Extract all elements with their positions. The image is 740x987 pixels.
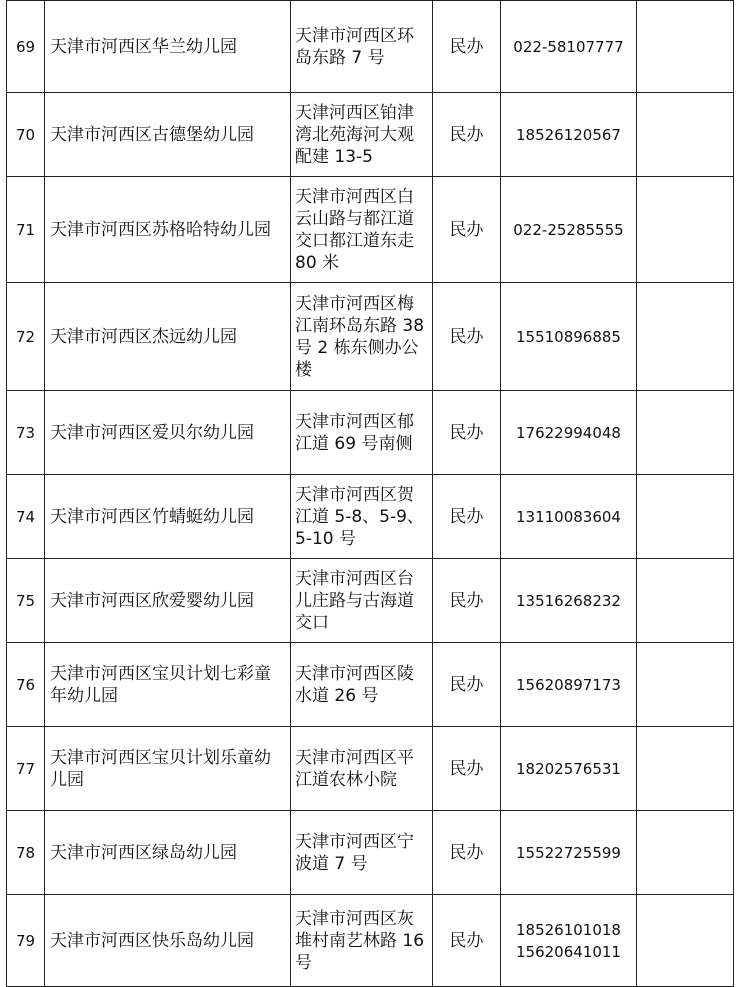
- phone-number: 13516268232: [516, 591, 621, 610]
- phone-cell: [501, 93, 637, 177]
- school-type-cell: [433, 727, 501, 811]
- remarks-cell: [637, 895, 734, 987]
- address-cell: [291, 93, 433, 177]
- school-type-cell-text: 民办: [449, 326, 484, 347]
- kindergarten-table: [6, 0, 734, 987]
- kindergarten-name-cell: [45, 283, 291, 391]
- school-type-cell-text: 民办: [449, 506, 484, 527]
- school-type-cell: [433, 559, 501, 643]
- phone-number: 15522725599: [516, 843, 621, 862]
- school-type-cell-text: 民办: [449, 590, 484, 611]
- address-cell: [291, 727, 433, 811]
- kindergarten-name-cell: [45, 643, 291, 727]
- row-number-cell: [7, 559, 45, 643]
- school-type-cell-text: 民办: [449, 842, 484, 863]
- remarks-cell: [637, 811, 734, 895]
- row-number-cell-text: 76: [15, 675, 36, 694]
- row-number-cell: [7, 93, 45, 177]
- address-cell-text: 天津市河西区陵水道 26 号: [295, 663, 414, 706]
- phone-cell: [501, 177, 637, 283]
- remarks-cell: [637, 643, 734, 727]
- phone-number: 15620897173: [516, 675, 621, 694]
- phone-cell: [501, 475, 637, 559]
- row-number-cell-text: 74: [15, 507, 36, 526]
- address-cell: [291, 391, 433, 475]
- kindergarten-name-cell: [45, 895, 291, 987]
- address-cell: [291, 475, 433, 559]
- remarks-cell: [637, 391, 734, 475]
- address-cell-text: 天津市河西区环岛东路 7 号: [295, 25, 414, 68]
- school-type-cell-text: 民办: [449, 422, 484, 443]
- school-type-cell-text: 民办: [449, 36, 484, 57]
- kindergarten-name-cell-text: 天津市河西区苏格哈特幼儿园: [50, 219, 271, 240]
- row-number-cell: [7, 643, 45, 727]
- phone-number: 17622994048: [516, 423, 621, 442]
- phone-number: 18526101018: [516, 920, 621, 939]
- remarks-cell: [637, 1, 734, 93]
- address-cell: [291, 1, 433, 93]
- kindergarten-name-cell-text: 天津市河西区杰远幼儿园: [50, 326, 237, 347]
- table-row: [7, 283, 734, 391]
- school-type-cell: [433, 1, 501, 93]
- row-number-cell-text: 79: [15, 931, 36, 950]
- address-cell: [291, 283, 433, 391]
- table-row: [7, 1, 734, 93]
- kindergarten-name-cell-text: 天津市河西区竹蜻蜓幼儿园: [50, 506, 254, 527]
- row-number-cell-text: 72: [15, 327, 36, 346]
- kindergarten-name-cell: [45, 727, 291, 811]
- table-row: [7, 475, 734, 559]
- row-number-cell: [7, 811, 45, 895]
- address-cell-text: 天津市河西区贺江道 5-8、5-9、5-10 号: [295, 484, 424, 549]
- school-type-cell: [433, 895, 501, 987]
- phone-number: 022-58107777: [513, 37, 624, 56]
- row-number-cell: [7, 895, 45, 987]
- phone-cell: [501, 811, 637, 895]
- table-row: [7, 93, 734, 177]
- row-number-cell-text: 78: [15, 843, 36, 862]
- row-number-cell: [7, 177, 45, 283]
- kindergarten-name-cell-text: 天津市河西区宝贝计划乐童幼儿园: [50, 747, 271, 790]
- remarks-cell: [637, 283, 734, 391]
- row-number-cell-text: 69: [15, 37, 36, 56]
- phone-cell: [501, 727, 637, 811]
- phone-number: 15510896885: [516, 327, 621, 346]
- address-cell-text: 天津市河西区平江道农林小院: [295, 747, 414, 790]
- kindergarten-name-cell: [45, 177, 291, 283]
- kindergarten-name-cell: [45, 811, 291, 895]
- address-cell-text: 天津市河西区郁江道 69 号南侧: [295, 411, 414, 454]
- phone-cell: [501, 559, 637, 643]
- remarks-cell: [637, 559, 734, 643]
- kindergarten-name-cell-text: 天津市河西区华兰幼儿园: [50, 36, 237, 57]
- kindergarten-name-cell: [45, 475, 291, 559]
- school-type-cell: [433, 475, 501, 559]
- row-number-cell: [7, 391, 45, 475]
- school-type-cell: [433, 643, 501, 727]
- school-type-cell-text: 民办: [449, 930, 484, 951]
- kindergarten-name-cell-text: 天津市河西区绿岛幼儿园: [50, 842, 237, 863]
- school-type-cell-text: 民办: [449, 219, 484, 240]
- table-row: [7, 727, 734, 811]
- address-cell: [291, 811, 433, 895]
- kindergarten-name-cell-text: 天津市河西区快乐岛幼儿园: [50, 930, 254, 951]
- table-row: [7, 391, 734, 475]
- address-cell-text: 天津市河西区宁波道 7 号: [295, 831, 414, 874]
- school-type-cell: [433, 391, 501, 475]
- school-type-cell: [433, 177, 501, 283]
- row-number-cell-text: 77: [15, 759, 36, 778]
- row-number-cell-text: 75: [15, 591, 36, 610]
- address-cell: [291, 895, 433, 987]
- table-row: [7, 177, 734, 283]
- phone-cell: [501, 643, 637, 727]
- table-row: [7, 643, 734, 727]
- kindergarten-name-cell-text: 天津市河西区爱贝尔幼儿园: [50, 422, 254, 443]
- address-cell-text: 天津市河西区台儿庄路与古海道交口: [295, 568, 414, 633]
- address-cell-text: 天津市河西区灰堆村南艺林路 16 号: [295, 908, 425, 973]
- table-row: [7, 811, 734, 895]
- kindergarten-name-cell-text: 天津市河西区欣爱婴幼儿园: [50, 590, 254, 611]
- kindergarten-name-cell-text: 天津市河西区古德堡幼儿园: [50, 124, 254, 145]
- table-body: [7, 1, 734, 987]
- school-type-cell: [433, 283, 501, 391]
- kindergarten-name-cell: [45, 1, 291, 93]
- row-number-cell: [7, 1, 45, 93]
- remarks-cell: [637, 177, 734, 283]
- remarks-cell: [637, 727, 734, 811]
- school-type-cell: [433, 811, 501, 895]
- row-number-cell: [7, 283, 45, 391]
- table-row: [7, 559, 734, 643]
- phone-number: 18526120567: [516, 125, 621, 144]
- school-type-cell-text: 民办: [449, 674, 484, 695]
- row-number-cell-text: 71: [15, 220, 36, 239]
- school-type-cell-text: 民办: [449, 758, 484, 779]
- phone-number: 15620641011: [516, 942, 621, 961]
- phone-cell: [501, 895, 637, 987]
- school-type-cell-text: 民办: [449, 124, 484, 145]
- kindergarten-name-cell: [45, 391, 291, 475]
- remarks-cell: [637, 475, 734, 559]
- address-cell-text: 天津市河西区白云山路与都江道交口都江道东走 80 米: [295, 186, 414, 273]
- kindergarten-name-cell-text: 天津市河西区宝贝计划七彩童年幼儿园: [50, 663, 271, 706]
- address-cell: [291, 559, 433, 643]
- phone-number: 18202576531: [516, 759, 621, 778]
- row-number-cell-text: 70: [15, 125, 36, 144]
- row-number-cell: [7, 727, 45, 811]
- address-cell-text: 天津市河西区梅江南环岛东路 38 号 2 栋东侧办公楼: [295, 293, 425, 380]
- row-number-cell-text: 73: [15, 423, 36, 442]
- address-cell: [291, 643, 433, 727]
- phone-number: 022-25285555: [513, 220, 624, 239]
- address-cell: [291, 177, 433, 283]
- phone-cell: [501, 1, 637, 93]
- phone-cell: [501, 283, 637, 391]
- phone-cell: [501, 391, 637, 475]
- phone-number: 13110083604: [516, 507, 621, 526]
- school-type-cell: [433, 93, 501, 177]
- kindergarten-name-cell: [45, 559, 291, 643]
- row-number-cell: [7, 475, 45, 559]
- address-cell-text: 天津河西区铂津湾北苑海河大观配建 13-5: [295, 102, 414, 167]
- kindergarten-name-cell: [45, 93, 291, 177]
- remarks-cell: [637, 93, 734, 177]
- table-row: [7, 895, 734, 987]
